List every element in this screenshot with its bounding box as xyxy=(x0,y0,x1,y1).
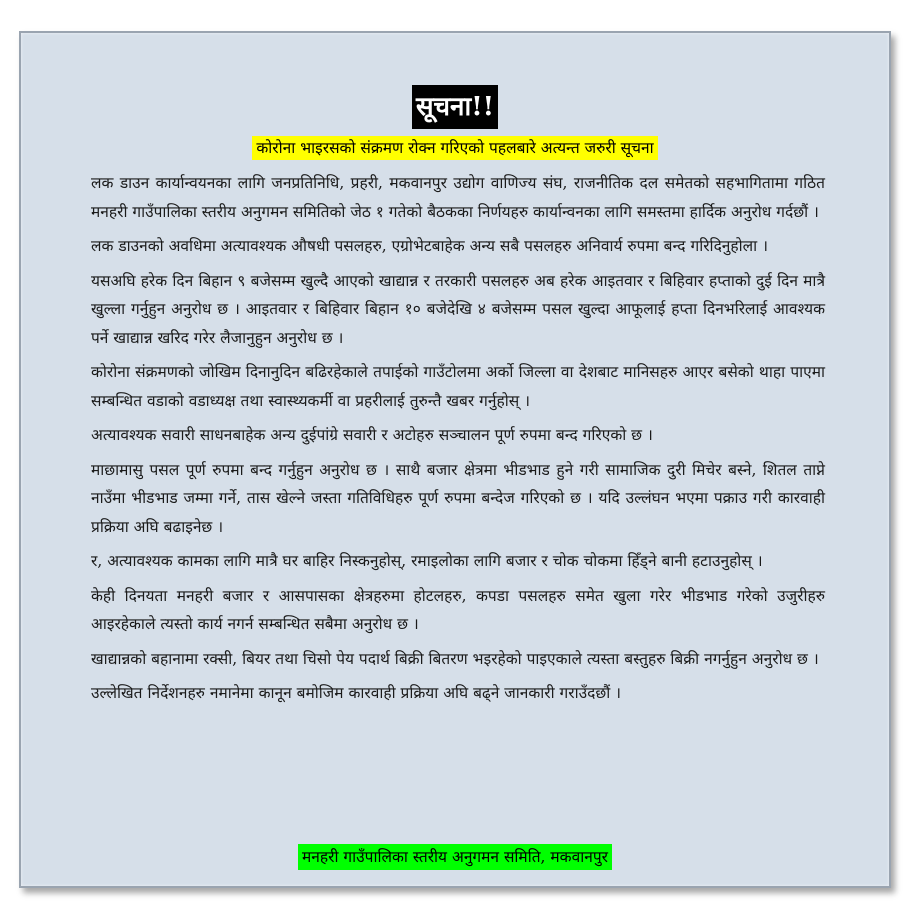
notice-paragraph: माछामासु पसल पूर्ण रुपमा बन्द गर्नुहुन अनुरोध छ । साथै बजार क्षेत्रमा भीडभाड हुने गरी सामाजिक दुरी मिचेर बस्ने, शितल ताप्ने नाउँमा भीडभाड जम्मा गर्ने, तास खेल्ने जस्ता गतिविधिहरु पूर्ण रुपमा बन्देज गरिएको छ । यदि उल्लंघन भएमा पक्राउ गरी कारवाही प्रक्रिया अघि बढाइनेछ । xyxy=(91,460,825,536)
notice-paragraph: उल्लेखित निर्देशनहरु नमानेमा कानून बमोजिम कारवाही प्रक्रिया अघि बढ्ने जानकारी गराउँदछौं । xyxy=(91,684,622,702)
notice-paragraph: लक डाउनको अवधिमा अत्यावश्यक औषधी पसलहरु, एग्रोभेटबाहेक अन्य सबै पसलहरु अनिवार्य रुपमा बन्द गरिदिनुहोला । xyxy=(91,237,768,255)
title-container xyxy=(21,85,889,129)
notice-title: सूचना!! xyxy=(412,85,498,129)
notice-paragraph: लक डाउन कार्यान्वयनका लागि जनप्रतिनिधि, प्रहरी, मकवानपुर उद्योग वाणिज्य संघ, राजनीतिक दल समेतको सहभागितामा गठित मनहरी गाउँपालिका स्तरीय अनुगमन समितिको जेठ १ गतेको बैठकका निर्णयहरु कार्यान्वनका लागि समस्तमा हार्दिक अनुरोध गर्दछौं । xyxy=(91,174,825,221)
subtitle-container xyxy=(21,136,889,160)
notice-card xyxy=(19,31,891,888)
notice-paragraph: खाद्यान्नको बहानामा रक्सी, बियर तथा चिसो पेय पदार्थ बिक्री बितरण भइरहेको पाइएकाले त्यस्ता बस्तुहरु बिक्री नगर्नुहुन अनुरोध छ । xyxy=(91,649,819,668)
notice-paragraph: यसअघि हरेक दिन बिहान ९ बजेसम्म खुल्दै आएको खाद्यान्न र तरकारी पसलहरु अब हरेक आइतवार र बिहिवार हप्ताको दुई दिन मात्रै खुल्ला गर्नुहुन अनुरोध छ । आइतवार र बिहिवार बिहान १० बजेदेखि ४ बजेसम्म पसल खुल्दा आफूलाई हप्ता दिनभरिलाई आवश्यक पर्ने खाद्यान्न खरिद गरेर लैजानुहुन अनुरोध छ । xyxy=(91,271,825,347)
notice-paragraph: कोरोना संक्रमणको जोखिम दिनानुदिन बढिरहेकाले तपाईको गाउँटोलमा अर्को जिल्ला वा देशबाट मानिसहरु आएर बसेको थाहा पाएमा सम्बन्धित वडाको वडाध्यक्ष तथा स्वास्थ्यकर्मी वा प्रहरीलाई तुरुन्तै खबर गर्नुहोस् । xyxy=(91,363,825,410)
notice-subtitle: कोरोना भाइरसको संक्रमण रोक्न गरिएको पहलबारे अत्यन्त जरुरी सूचना xyxy=(252,136,657,160)
notice-paragraph: केही दिनयता मनहरी बजार र आसपासका क्षेत्रहरुमा होटलहरु, कपडा पसलहरु समेत खुला गरेर भीडभाड गरेको उजुरीहरु आइरहेकाले त्यस्तो कार्य नगर्न सम्बन्धित सबैमा अनुरोध छ । xyxy=(91,586,825,633)
notice-paragraph: र, अत्यावश्यक कामका लागि मात्रै घर बाहिर निस्कनुहोस्, रमाइलोका लागि बजार र चोक चोकमा हिँड्ने बानी हटाउनुहोस् । xyxy=(91,552,763,570)
notice-footer: मनहरी गाउँपालिका स्तरीय अनुगमन समिति, मकवानपुर xyxy=(298,844,612,870)
notice-paragraph: अत्यावश्यक सवारी साधनबाहेक अन्य दुईपांग्रे सवारी र अटोहरु सञ्चालन पूर्ण रुपमा बन्द गरिएको छ । xyxy=(91,426,653,444)
footer-container xyxy=(21,844,889,870)
notice-body xyxy=(91,169,825,714)
